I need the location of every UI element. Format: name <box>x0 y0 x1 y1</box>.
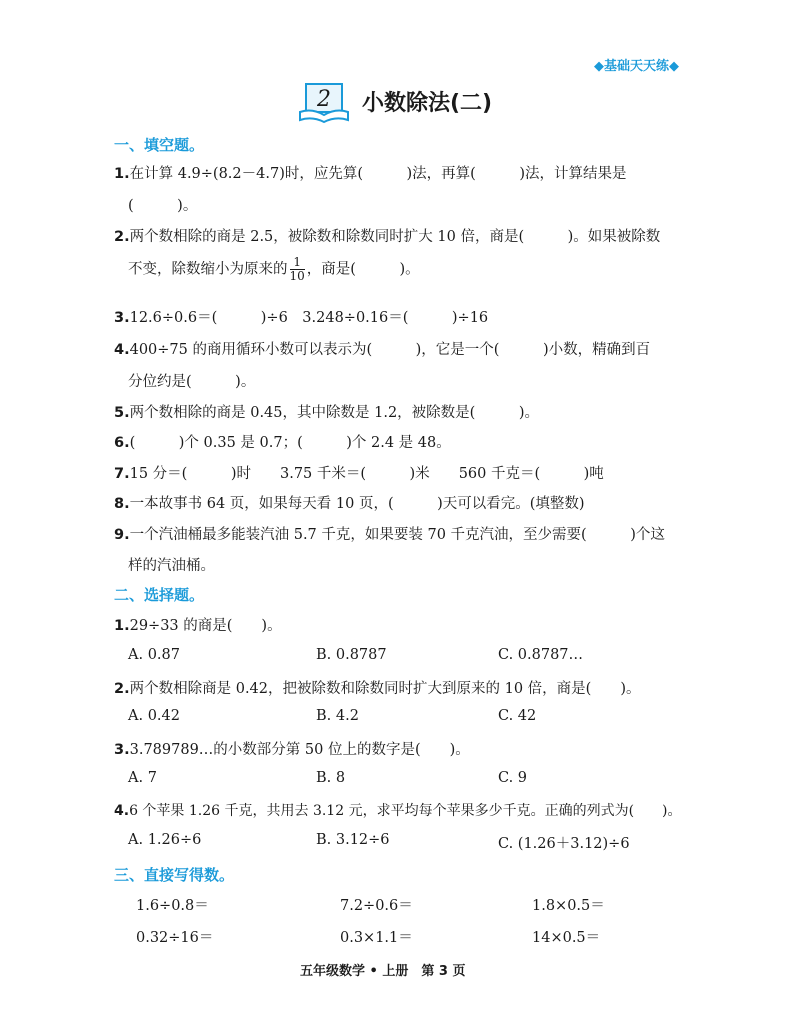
fill-question-9-line2: 样的汽油桶。 <box>128 558 215 574</box>
oral-calc-item: 0.32÷16＝ <box>136 930 214 946</box>
fill-question-9: 9.一个汽油桶最多能装汽油 5.7 千克，如果要装 70 千克汽油，至少需要( )个这 <box>114 527 665 543</box>
section-oral-calculation-heading: 三、直接写得数。 <box>114 866 235 884</box>
choice-2-option-b[interactable]: B. 4.2 <box>316 708 359 724</box>
choice-4-option-a[interactable]: A. 1.26÷6 <box>128 832 202 848</box>
fill-question-3: 3.12.6÷0.6＝( )÷6 3.248÷0.16＝( )÷16 <box>114 310 489 326</box>
choice-3-option-b[interactable]: B. 8 <box>316 770 346 786</box>
choice-2-option-c[interactable]: C. 42 <box>498 708 537 724</box>
oral-calc-item: 7.2÷0.6＝ <box>340 898 413 914</box>
choice-question-1: 1.29÷33 的商是( )。 <box>114 618 282 634</box>
choice-3-option-c[interactable]: C. 9 <box>498 770 528 786</box>
choice-question-3: 3.3.789789…的小数部分第 50 位上的数字是( )。 <box>114 742 470 758</box>
fill-question-2: 2.两个数相除的商是 2.5，被除数和除数同时扩大 10 倍，商是( )。如果被除数 <box>114 229 661 245</box>
fill-question-5: 5.两个数相除的商是 0.45，其中除数是 1.2，被除数是( )。 <box>114 405 539 421</box>
fill-question-2-line2: 不变，除数缩小为原来的 $\frac{1}{10}$ ，商是( )。 <box>128 255 420 283</box>
fill-question-1: 1.在计算 4.9÷(8.2－4.7)时，应先算( )法，再算( )法，计算结果是 <box>114 166 627 182</box>
fill-question-8: 8.一本故事书 64 页，如果每天看 10 页，( )天可以看完。(填整数) <box>114 496 585 512</box>
choice-1-option-b[interactable]: B. 0.8787 <box>316 647 387 663</box>
oral-calc-item: 1.8×0.5＝ <box>532 898 605 914</box>
fill-question-6: 6.( )个 0.35 是 0.7；( )个 2.4 是 48。 <box>114 435 451 451</box>
choice-4-option-c[interactable]: C. (1.26＋3.12)÷6 <box>498 836 630 852</box>
choice-question-4: 4.6 个苹果 1.26 千克，共用去 3.12 元，求平均每个苹果多少千克。正确的列式为( )。 <box>114 803 682 819</box>
fill-question-1-line2: ( )。 <box>128 198 198 214</box>
open-book-icon <box>298 82 350 124</box>
fill-question-7: 7.15 分＝( )时 3.75 千米＝( )米 560 千克＝( )吨 <box>114 466 604 482</box>
oral-calc-item: 0.3×1.1＝ <box>340 930 413 946</box>
choice-question-2: 2.两个数相除商是 0.42，把被除数和除数同时扩大到原来的 10 倍，商是( )。 <box>114 681 641 697</box>
section-multiple-choice-heading: 二、选择题。 <box>114 586 205 604</box>
choice-3-option-a[interactable]: A. 7 <box>128 770 157 786</box>
choice-2-option-a[interactable]: A. 0.42 <box>128 708 180 724</box>
fraction-one-tenth: $\frac{1}{10}$ <box>289 255 305 283</box>
section-fill-blanks-heading: 一、填空题。 <box>114 136 205 154</box>
lesson-number: 2 <box>317 87 331 112</box>
daily-practice-tag: ◆基础天天练◆ <box>594 59 679 74</box>
oral-calc-item: 1.6÷0.8＝ <box>136 898 209 914</box>
oral-calc-item: 14×0.5＝ <box>532 930 601 946</box>
fill-question-4: 4.400÷75 的商用循环小数可以表示为( )，它是一个( )小数，精确到百 <box>114 342 651 358</box>
choice-1-option-c[interactable]: C. 0.8787… <box>498 647 584 663</box>
page-title: 小数除法(二) <box>362 91 493 116</box>
choice-4-option-b[interactable]: B. 3.12÷6 <box>316 832 390 848</box>
page-footer: 五年级数学 • 上册 第 3 页 <box>300 964 466 979</box>
fill-question-4-line2: 分位约是( )。 <box>128 374 256 390</box>
choice-1-option-a[interactable]: A. 0.87 <box>128 647 180 663</box>
